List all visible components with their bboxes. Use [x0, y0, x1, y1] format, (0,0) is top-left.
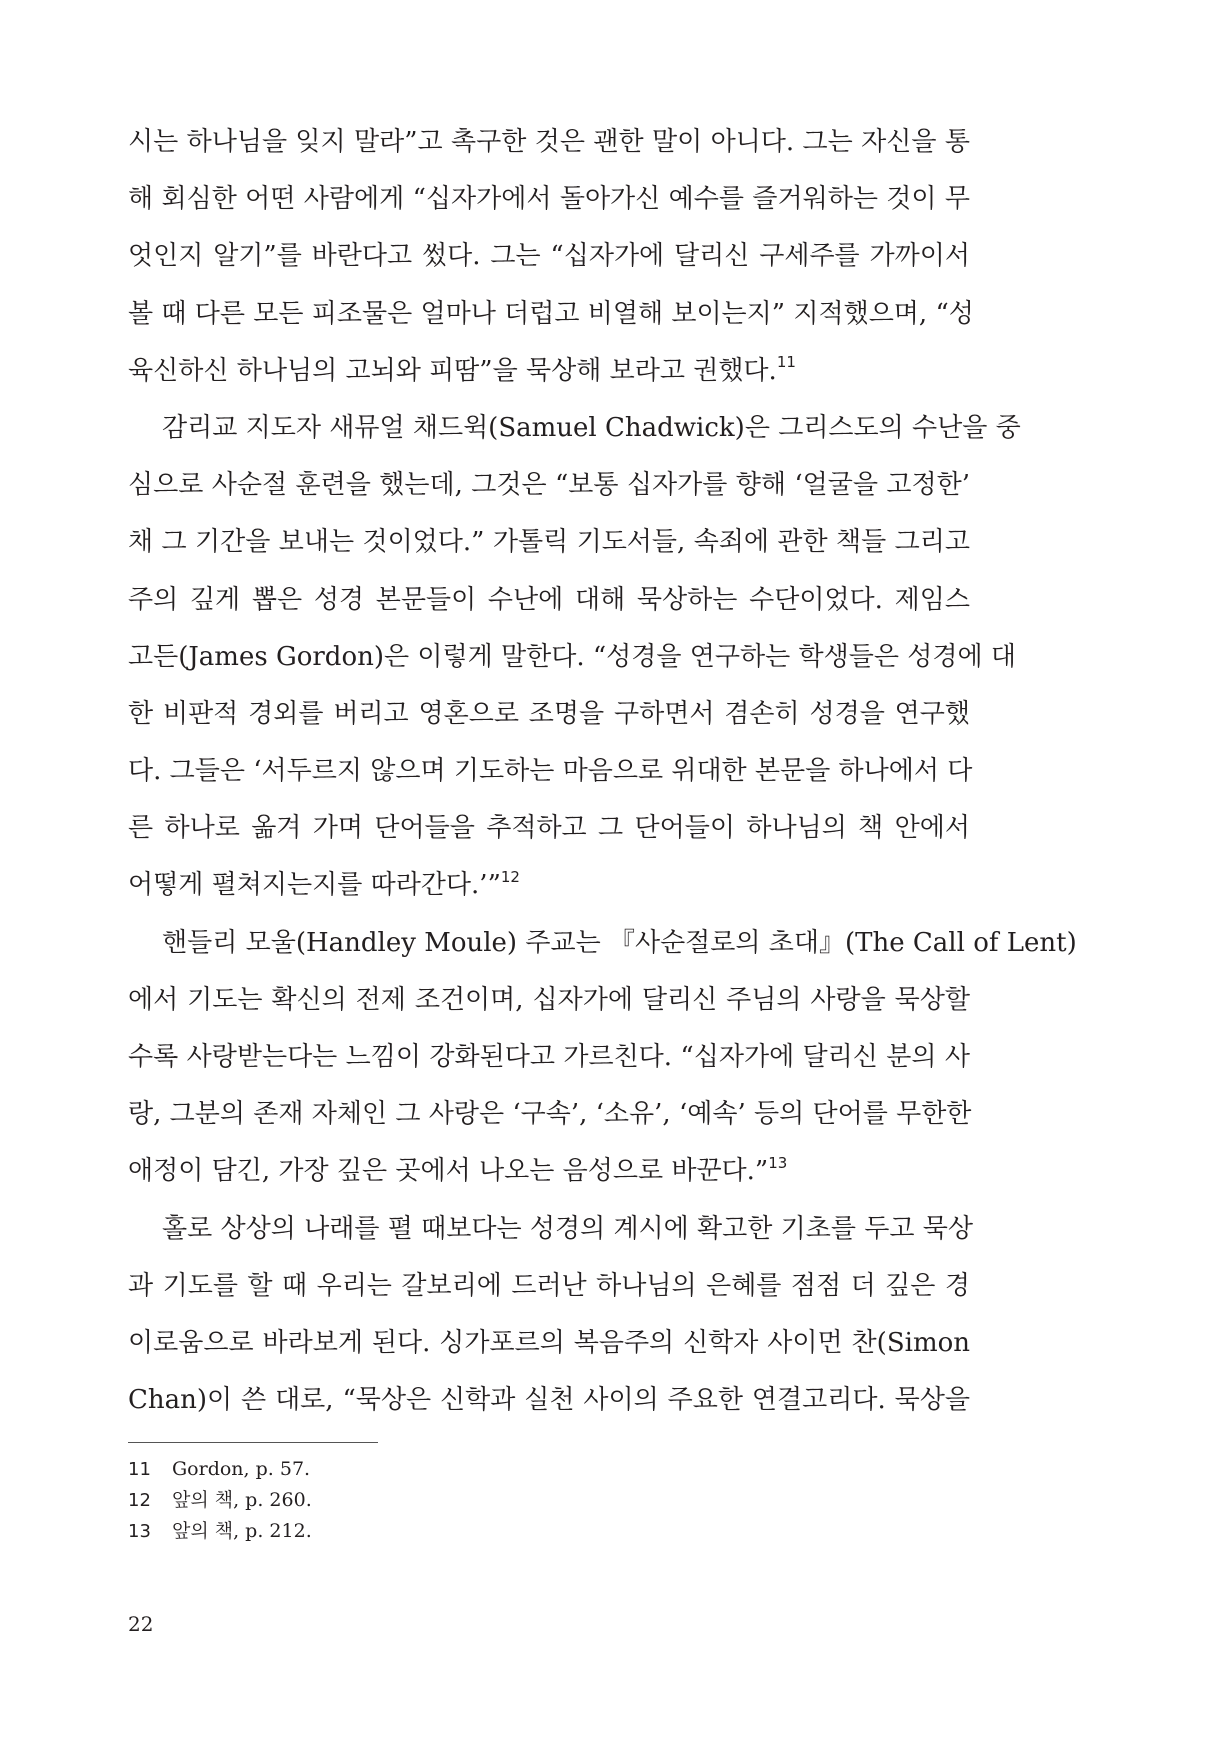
text-line [128, 857, 970, 914]
text-line [128, 171, 970, 228]
page-number: 22 [128, 1612, 154, 1636]
text-line-content: 어떻게 펼쳐지는지를 따라간다.’” [128, 870, 501, 901]
footnote [128, 1454, 728, 1485]
text-line-content: 감리교 지도자 새뮤얼 채드윅(Samuel Chadwick)은 그리스도의 수난을 중 [162, 412, 1021, 443]
text-line-content: 랑, 그분의 존재 자체인 그 사랑은 ‘구속’, ‘소유’, ‘예속’ 등의 단어를 무한한 [128, 1099, 972, 1130]
text-line [128, 1258, 970, 1315]
text-line-content: 과 기도를 할 때 우리는 갈보리에 드러난 하나님의 은혜를 점점 더 깊은 경 [128, 1270, 970, 1301]
text-line-content: 채 그 기간을 보내는 것이었다.” 가톨릭 기도서들, 속죄에 관한 책들 그리고 [128, 527, 970, 558]
footnote [128, 1516, 728, 1547]
text-line [128, 800, 970, 857]
text-line-content: 수록 사랑받는다는 느낌이 강화된다고 가르친다. “십자가에 달리신 분의 사 [128, 1042, 970, 1072]
text-line [128, 343, 970, 400]
text-line [128, 400, 1021, 457]
footnote-reference: 12 [500, 867, 520, 886]
text-line-content: 홀로 상상의 나래를 펼 때보다는 성경의 계시에 확고한 기초를 두고 묵상 [162, 1213, 974, 1244]
text-line [128, 1315, 970, 1372]
text-line-content: 시는 하나님을 잊지 말라”고 촉구한 것은 괜한 말이 아니다. 그는 자신을 통 [128, 127, 970, 157]
text-line-content: 고든(James Gordon)은 이렇게 말한다. “성경을 연구하는 학생들은 성경에 대 [128, 641, 1016, 672]
footnote-reference: 11 [776, 353, 796, 372]
footnote-text: Gordon, p. 57. [172, 1458, 311, 1480]
body-text [128, 114, 1077, 1429]
footnote-reference: 13 [768, 1153, 788, 1172]
text-line [128, 572, 970, 629]
footnotes [128, 1454, 728, 1547]
text-line-content: 에서 기도는 확신의 전제 조건이며, 십자가에 달리신 주님의 사랑을 묵상할 [128, 984, 970, 1015]
text-line [128, 1143, 970, 1200]
text-line [128, 743, 973, 800]
text-line [128, 1372, 970, 1429]
footnote-number: 13 [128, 1521, 151, 1542]
footnote-text: 앞의 책, p. 260. [172, 1489, 312, 1511]
text-line [128, 972, 970, 1029]
text-line-content: 볼 때 다른 모든 피조물은 얼마나 더럽고 비열해 보이는지” 지적했으며, “성 [128, 298, 974, 329]
text-line-content: 애정이 담긴, 가장 깊은 곳에서 나오는 음성으로 바꾼다.” [128, 1156, 769, 1187]
text-line-content: 한 비판적 경외를 버리고 영혼으로 조명을 구하면서 겸손히 성경을 연구했 [128, 698, 970, 729]
text-line [128, 686, 970, 743]
text-line-content: 주의 깊게 뽑은 성경 본문들이 수난에 대해 묵상하는 수단이었다. 제임스 [128, 584, 970, 615]
text-line-content: 해 회심한 어떤 사람에게 “십자가에서 돌아가신 예수를 즐거워하는 것이 무 [128, 184, 970, 215]
text-line [128, 514, 970, 571]
footnote-number: 12 [128, 1490, 151, 1511]
footnote-divider [128, 1442, 378, 1443]
text-line [128, 629, 1016, 686]
text-line [128, 457, 970, 514]
text-line [128, 228, 970, 285]
text-line [128, 915, 1077, 972]
footnote [128, 1485, 728, 1516]
text-line-content: 이로움으로 바라보게 된다. 싱가포르의 복음주의 신학자 사이먼 찬(Simon [128, 1327, 970, 1358]
text-line-content: 른 하나로 옮겨 가며 단어들을 추적하고 그 단어들이 하나님의 책 안에서 [128, 813, 970, 844]
text-line-content: 핸들리 모울(Handley Moule) 주교는 『사순절로의 초대』(The Call of Lent) [162, 927, 1077, 958]
text-line-content: 심으로 사순절 훈련을 했는데, 그것은 “보통 십자가를 향해 ‘얼굴을 고정한’ [128, 470, 970, 501]
text-line [128, 1201, 974, 1258]
text-line-content: Chan)이 쓴 대로, “묵상은 신학과 실천 사이의 주요한 연결고리다. 묵상을 [128, 1385, 970, 1416]
text-line [128, 114, 970, 171]
text-line-content: 육신하신 하나님의 고뇌와 피땀”을 묵상해 보라고 권했다. [128, 355, 777, 386]
text-line [128, 1029, 970, 1086]
text-line-content: 다. 그들은 ‘서두르지 않으며 기도하는 마음으로 위대한 본문을 하나에서 다 [128, 756, 973, 787]
text-line [128, 286, 974, 343]
footnote-text: 앞의 책, p. 212. [172, 1520, 312, 1542]
text-line [128, 1086, 970, 1143]
text-line-content: 엇인지 알기”를 바란다고 썼다. 그는 “십자가에 달리신 구세주를 가까이서 [128, 241, 970, 272]
footnote-number: 11 [128, 1459, 151, 1480]
